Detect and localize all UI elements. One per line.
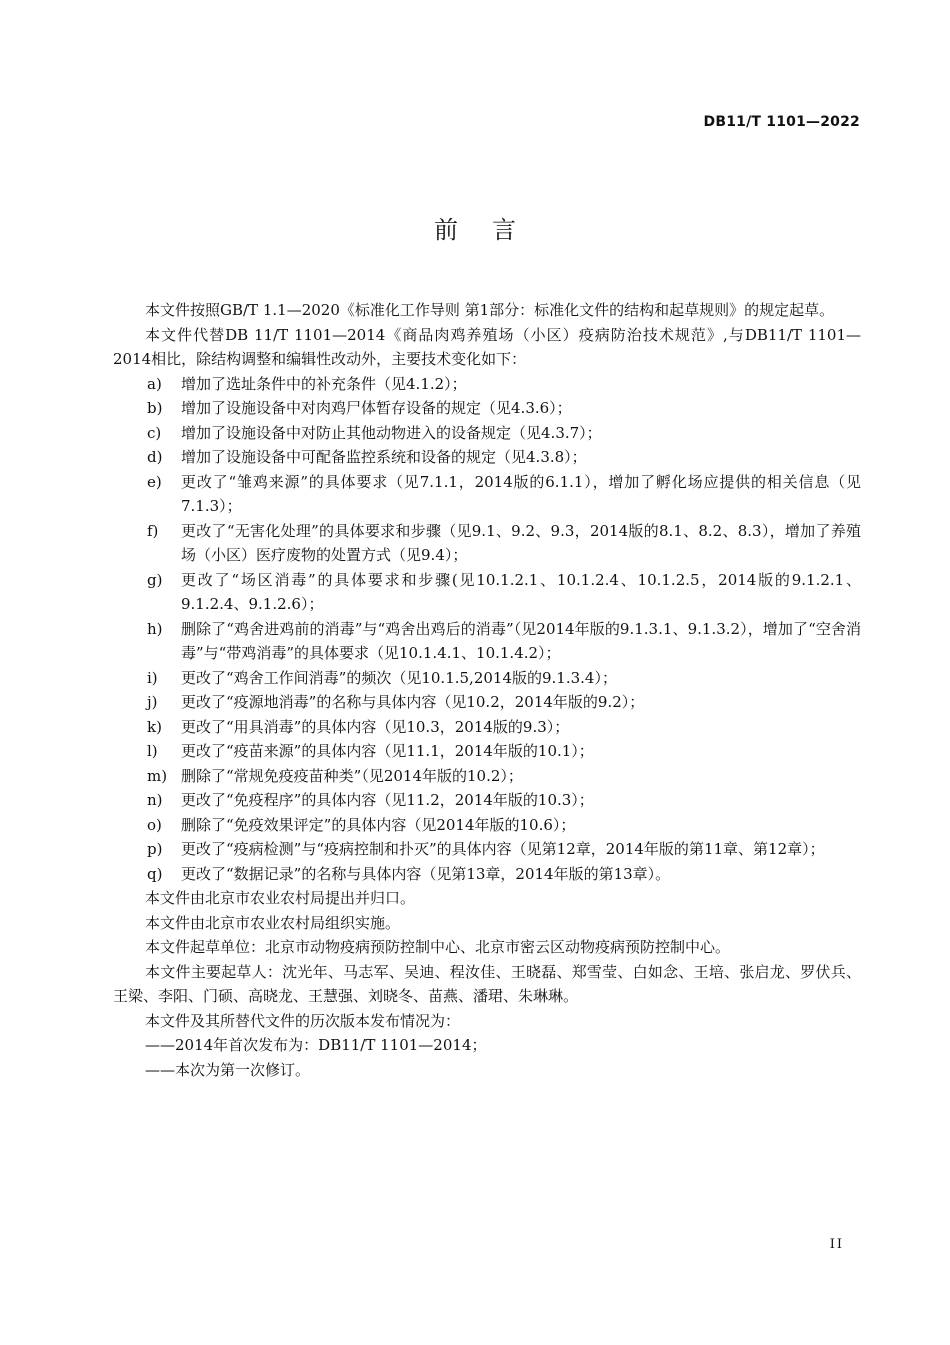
list-marker: q) (147, 864, 163, 883)
list-item (113, 813, 861, 838)
list-marker: b) (147, 399, 163, 417)
list-marker: g) (147, 570, 163, 589)
list-marker: i) (147, 668, 158, 687)
foreword-body (113, 298, 861, 1082)
list-marker: k) (147, 717, 162, 736)
list-item (113, 837, 861, 862)
page-number: II (829, 1237, 844, 1252)
list-item (113, 519, 861, 568)
list-item (113, 764, 861, 789)
list-marker: h) (147, 619, 163, 638)
list-item (113, 421, 861, 446)
list-text: 更改了“场区消毒”的具体要求和步骤(见10.1.2.1、10.1.2.4、10.1.2.5，2014版的9.1.2.1、9.1.2.4、9.1.2.6）； (181, 570, 861, 613)
list-text: 增加了设施设备中对防止其他动物进入的设备规定（见4.3.7）； (181, 423, 602, 442)
list-item (113, 739, 861, 764)
drafting-unit-paragraph: 本文件起草单位：北京市动物疫病预防控制中心、北京市密云区动物疫病预防控制中心。 (145, 938, 731, 956)
list-text: 更改了“免疫程序”的具体内容（见11.2，2014年版的10.3）； (181, 791, 594, 809)
list-item (113, 666, 861, 691)
list-item (113, 788, 861, 813)
implementer-paragraph: 本文件由北京市农业农村局组织实施。 (145, 913, 401, 932)
list-item (113, 568, 861, 617)
list-text: 更改了“无害化处理”的具体要求和步骤（见9.1、9.2、9.3，2014版的8.1、8.2、8.3），增加了养殖场（小区）医疗废物的处置方式（见9.4）； (181, 521, 861, 564)
list-marker: m) (147, 766, 168, 785)
list-item (113, 396, 861, 421)
list-text: 更改了“数据记录”的名称与具体内容（见第13章，2014年版的第13章）。 (181, 864, 671, 883)
list-text: 更改了“雏鸡来源”的具体要求（见7.1.1，2014版的6.1.1），增加了孵化场应提供的相关信息（见7.1.3）； (181, 472, 861, 515)
history-item: ——本次为第一次修订。 (145, 1060, 311, 1079)
list-item (113, 445, 861, 470)
list-item (113, 617, 861, 666)
history-item: ——2014年首次发布为：DB11/T 1101—2014； (145, 1036, 487, 1054)
intro-paragraph: 本文件按照GB/T 1.1—2020《标准化工作导则 第1部分：标准化文件的结构和起草规则》的规定起草。 (145, 301, 835, 319)
list-item (113, 715, 861, 740)
change-list (113, 372, 861, 887)
list-text: 增加了设施设备中对肉鸡尸体暂存设备的规定（见4.3.6）； (181, 399, 572, 417)
intro-paragraph: 本文件代替DB 11/T 1101—2014《商品肉鸡养殖场（小区）疫病防治技术规范》,与DB11/T 1101—2014相比，除结构调整和编辑性改动外，主要技术变化如下： (113, 325, 861, 368)
list-marker: l) (147, 742, 158, 760)
list-marker: d) (147, 448, 163, 466)
list-item (113, 862, 861, 887)
list-item (113, 690, 861, 715)
list-text: 更改了“疫病检测”与“疫病控制和扑灭”的具体内容（见第12章，2014年版的第11章、第12章）； (181, 840, 825, 858)
list-text: 增加了设施设备中可配备监控系统和设备的规定（见4.3.8）； (181, 448, 587, 466)
standard-code: DB11/T 1101—2022 (703, 114, 860, 130)
list-text: 增加了选址条件中的补充条件（见4.1.2）； (181, 374, 467, 393)
list-marker: f) (147, 521, 159, 540)
list-marker: p) (147, 840, 163, 858)
list-text: 删除了“鸡舍进鸡前的消毒”与“鸡舍出鸡后的消毒”（见2014年版的9.1.3.1、9.1.3.2），增加了“空舍消毒”与“带鸡消毒”的具体要求（见10.1.4.1、10.1.4.2）； (181, 619, 861, 662)
history-intro-paragraph: 本文件及其所替代文件的历次版本发布情况为： (145, 1011, 461, 1030)
list-marker: n) (147, 791, 163, 809)
page-title: 前言 (434, 216, 550, 244)
list-marker: o) (147, 815, 162, 834)
list-text: 更改了“疫苗来源”的具体内容（见11.1，2014年版的10.1）； (181, 742, 594, 760)
list-marker: a) (147, 374, 162, 393)
list-text: 更改了“用具消毒”的具体内容（见10.3，2014版的9.3）； (181, 717, 570, 736)
list-marker: c) (147, 423, 162, 442)
list-item (113, 470, 861, 519)
list-text: 更改了“疫源地消毒”的名称与具体内容（见10.2，2014年版的9.2）； (181, 693, 645, 711)
list-text: 删除了“免疫效果评定”的具体内容（见2014年版的10.6）； (181, 815, 576, 834)
list-item (113, 372, 861, 397)
drafters-paragraph: 本文件主要起草人：沈光年、马志军、吴迪、程汝佳、王晓磊、郑雪莹、白如念、王培、张启龙、罗伏兵、王梁、李阳、门硕、高晓龙、王慧强、刘晓冬、苗燕、潘珺、朱琳琳。 (113, 962, 861, 1005)
list-marker: j) (147, 693, 158, 711)
list-marker: e) (147, 472, 162, 491)
proposer-paragraph: 本文件由北京市农业农村局提出并归口。 (145, 889, 416, 907)
list-text: 删除了“常规免疫疫苗种类”（见2014年版的10.2）； (181, 766, 523, 785)
list-text: 更改了“鸡舍工作间消毒”的频次（见10.1.5,2014版的9.1.3.4）； (181, 668, 617, 687)
